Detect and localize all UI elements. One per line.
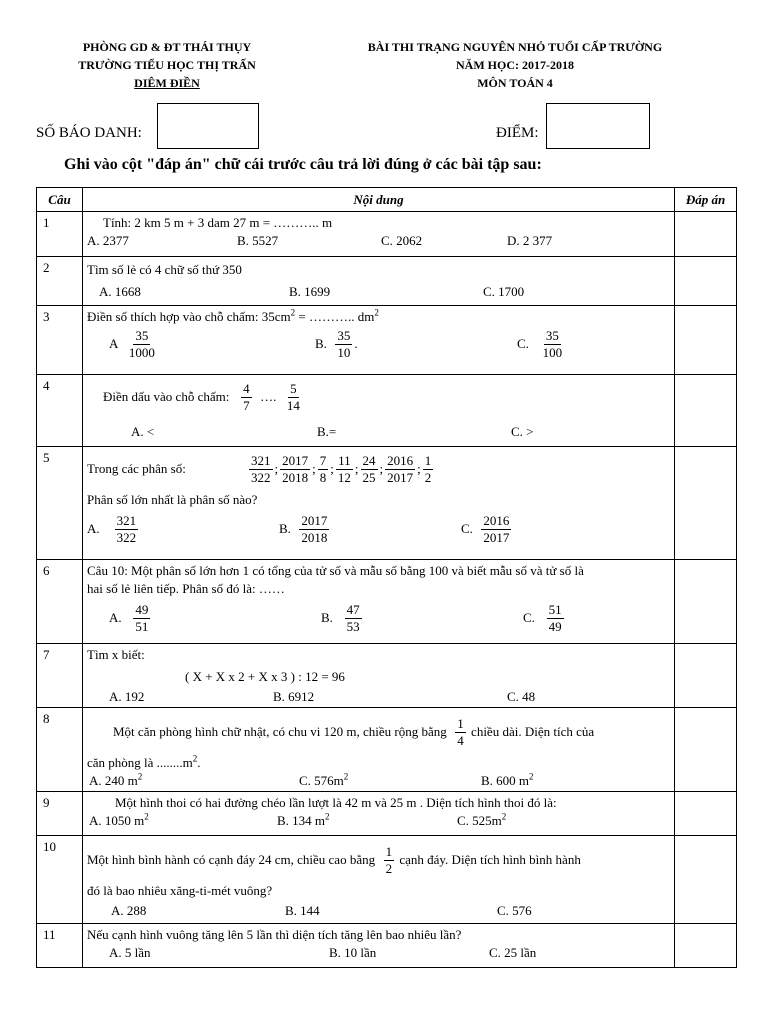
exam-title: BÀI THI TRẠNG NGUYÊN NHỎ TUỔI CẤP TRƯỜNG (367, 40, 663, 54)
question-content (83, 792, 675, 836)
option-b: B. 134 $m^2$ (277, 811, 330, 828)
option-c: C. $576m^2$ (299, 771, 349, 788)
question-number: 8 (37, 708, 83, 792)
question-content (83, 560, 675, 644)
question-number: 9 (37, 792, 83, 836)
question-number: 7 (37, 644, 83, 708)
question-number: 6 (37, 560, 83, 644)
table-row (37, 708, 737, 792)
option-c: C. $\frac{35}{100}$ (517, 327, 563, 360)
option-b: B. 6912 (273, 689, 315, 704)
option-b: B. 10 lần (329, 945, 377, 960)
score-label: ĐIỂM: (496, 125, 539, 141)
question-table (36, 187, 737, 968)
question-text-line1: Câu 10: Một phân số lớn hơn 1 có tổng của tử số và mẫu số bằng 100 và biết mẫu số và tử số là (87, 563, 584, 578)
option-b: B. $\frac{35}{10}$ . (315, 327, 358, 360)
score-box[interactable] (546, 103, 650, 149)
question-text: Tìm x biết: (87, 647, 145, 662)
school-year: NĂM HỌC: 2017-2018 (456, 58, 574, 72)
question-content (83, 644, 675, 708)
question-number: 10 (37, 836, 83, 924)
fraction: $\frac{2016}{2017}$ (387, 452, 414, 485)
fraction-list: $\frac{321}{322}$ ; $\frac{2017}{2018}$ ; $\frac{7}{8}$ ; $\frac{11}{12}$ ; $\frac{24}{25}$ ; $\frac{2016}{2017}$ ; $\frac{1}{2}$ (251, 452, 432, 485)
question-text: Một hình thoi có hai đường chéo lần lượt là 42 m và 25 m . Diện tích hình thoi đó là: (115, 795, 557, 810)
question-text: Điền dấu vào chỗ chấm: $\frac{4}{7}$ …. $\frac{5}{14}$ (103, 380, 300, 413)
question-text: Nếu cạnh hình vuông tăng lên 5 lần thì diện tích tăng lên bao nhiêu lần? (87, 927, 462, 942)
option-c: C. $\frac{51}{49}$ (523, 601, 562, 634)
question-content (83, 924, 675, 968)
instruction: Ghi vào cột "đáp án" chữ cái trước câu trả lời đúng ở các bài tập sau: (64, 156, 542, 173)
question-content (83, 836, 675, 924)
answer-cell[interactable] (675, 792, 737, 836)
question-content (83, 708, 675, 792)
question-text: Tính: 2 km 5 m + 3 dam 27 m = ……….. m (103, 215, 333, 230)
question-text: Một căn phòng hình chữ nhật, có chu vi 120 m, chiều rộng bằng $\frac{1}{4}$ chiều dài. Diện tích của (113, 715, 595, 748)
fraction: $\frac{2017}{2018}$ (282, 452, 309, 485)
answer-cell[interactable] (675, 708, 737, 792)
option-a: A. 288 (111, 903, 147, 918)
option-a: A. 240 $m^2$ (89, 771, 143, 788)
fraction: $\frac{7}{8}$ (319, 452, 327, 485)
answer-cell[interactable] (675, 836, 737, 924)
option-b: B. 5527 (237, 233, 279, 248)
table-row (37, 212, 737, 257)
question-number: 3 (37, 306, 83, 375)
table-row (37, 375, 737, 447)
col-header-number: Câu (37, 188, 83, 212)
candidate-number-box[interactable] (157, 103, 259, 149)
fraction: $\frac{1}{2}$ (424, 452, 432, 485)
school-name: TRƯỜNG TIỂU HỌC THỊ TRẤN (78, 58, 256, 72)
option-a: A. < (131, 424, 155, 439)
school-location: DIÊM ĐIỀN (134, 76, 200, 90)
question-text: Trong các phân số: (87, 461, 186, 476)
option-a: A. 2377 (87, 233, 129, 248)
option-b: B. $\frac{2017}{2018}$ (279, 512, 328, 545)
answer-cell[interactable] (675, 924, 737, 968)
option-b: B. 600 $m^2$ (481, 771, 534, 788)
table-row (37, 792, 737, 836)
school-header (58, 38, 276, 92)
option-c: C. > (511, 424, 534, 439)
question-content (83, 212, 675, 257)
fraction: $\frac{11}{12}$ (337, 452, 351, 485)
id-row (0, 103, 768, 151)
option-b: B. 144 (285, 903, 320, 918)
table-row (37, 644, 737, 708)
option-a: A $\frac{35}{1000}$ (109, 327, 155, 360)
option-c: C. $\frac{2016}{2017}$ (461, 512, 510, 545)
question-text: Điền số thích hợp vào chỗ chấm: $35cm^2$ = ……….. $dm^2$ (87, 307, 379, 324)
option-b: B. 1699 (289, 284, 331, 299)
question-number: 2 (37, 257, 83, 306)
table-row (37, 306, 737, 375)
question-content (83, 306, 675, 375)
answer-cell[interactable] (675, 644, 737, 708)
option-c: C. 25 lần (489, 945, 537, 960)
option-a: A. 192 (109, 689, 145, 704)
answer-cell[interactable] (675, 212, 737, 257)
question-content (83, 447, 675, 560)
table-row (37, 560, 737, 644)
option-d: D. 2 377 (507, 233, 553, 248)
option-c: C. 48 (507, 689, 536, 704)
table-row (37, 924, 737, 968)
option-a: A. $\frac{321}{322}$ (87, 512, 137, 545)
option-c: C. 2062 (381, 233, 423, 248)
question-number: 1 (37, 212, 83, 257)
table-row (37, 836, 737, 924)
table-header (37, 188, 737, 212)
question-content (83, 375, 675, 447)
question-number: 11 (37, 924, 83, 968)
exam-header (340, 38, 690, 92)
equation: ( X + X x 2 + X x 3 ) : 12 = 96 (185, 669, 345, 684)
option-a: A. $\frac{49}{51}$ (109, 601, 149, 634)
question-text-line2: căn phòng là $........m^2$. (87, 753, 201, 770)
question-number: 5 (37, 447, 83, 560)
col-header-content: Nội dung (83, 188, 675, 212)
question-prompt: Phân số lớn nhất là phân số nào? (87, 492, 258, 507)
answer-cell[interactable] (675, 447, 737, 560)
option-c: C. 576 (497, 903, 532, 918)
option-b: B. $\frac{47}{53}$ (321, 601, 360, 634)
candidate-number-label: SỐ BÁO DANH: (36, 125, 142, 141)
option-a: A. 5 lần (109, 945, 151, 960)
table-row (37, 447, 737, 560)
question-text: Một hình bình hành có cạnh đáy 24 cm, chiều cao bằng $\frac{1}{2}$ cạnh đáy. Diện tích hình bình hành (87, 843, 581, 876)
option-a: A. 1668 (99, 284, 141, 299)
fraction: $\frac{24}{25}$ (362, 452, 376, 485)
question-content (83, 257, 675, 306)
question-text: Tìm số lẻ có 4 chữ số thứ 350 (87, 262, 242, 277)
department-name: PHÒNG GD & ĐT THÁI THỤY (82, 40, 252, 54)
subject: MÔN TOÁN 4 (477, 76, 553, 90)
answer-cell[interactable] (675, 257, 737, 306)
option-c: C. 1700 (483, 284, 525, 299)
col-header-answer: Đáp án (675, 188, 737, 212)
table-row (37, 257, 737, 306)
answer-cell[interactable] (675, 560, 737, 644)
question-text-line2: hai số lẻ liên tiếp. Phân số đó là: …… (87, 581, 285, 596)
option-b: B.= (317, 424, 337, 439)
question-number: 4 (37, 375, 83, 447)
option-c: C. $525m^2$ (457, 811, 507, 828)
option-a: A. 1050 $m^2$ (89, 811, 149, 828)
answer-cell[interactable] (675, 306, 737, 375)
fraction: $\frac{321}{322}$ (251, 452, 271, 485)
answer-cell[interactable] (675, 375, 737, 447)
question-text-line2: đó là bao nhiêu xăng-ti-mét vuông? (87, 883, 273, 898)
